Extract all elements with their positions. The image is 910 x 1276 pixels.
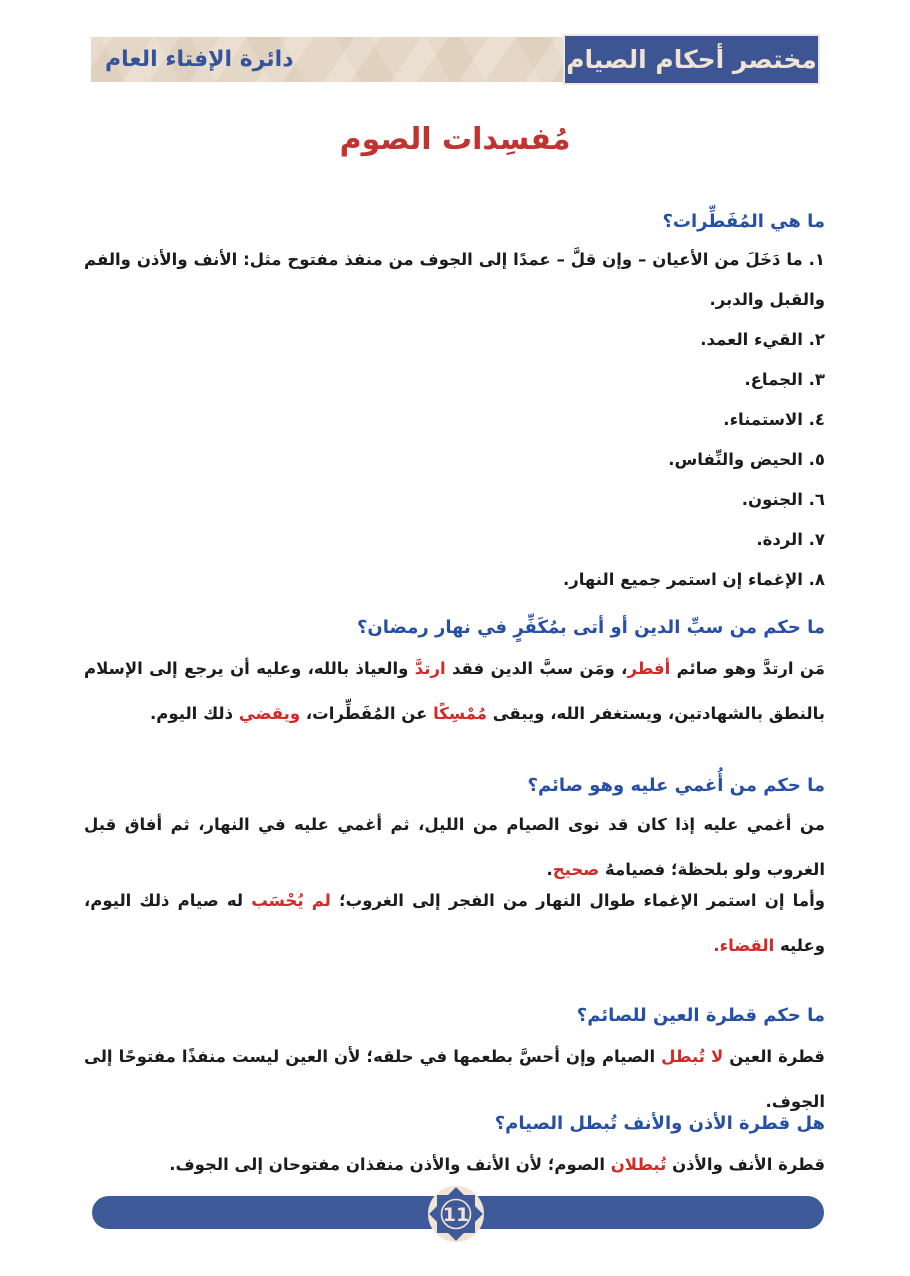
text-run: وأما إن استمر الإغماء طوال النهار من الفجر إلى الغروب؛: [330, 891, 825, 910]
list-item: ٤. الاستمناء.: [723, 410, 825, 429]
text-run: .: [546, 860, 553, 879]
text-run: الصوم؛ لأن الأنف والأذن منفذان مفتوحان إلى الجوف.: [169, 1155, 611, 1174]
department-name: [105, 37, 294, 82]
highlighted-text: ارتدَّ: [414, 659, 446, 678]
highlighted-text: مُمْسِكًا: [433, 704, 487, 723]
text-run: من أغمي عليه إذا كان قد نوى الصيام من الليل، ثم أغمي عليه في النهار، ثم أفاق قبل الغروب ولو بلحظة؛ فصيامهُ: [84, 815, 825, 879]
question-heading-eye-drops: ما حكم قطرة العين للصائم؟: [576, 1005, 825, 1026]
highlighted-text: لا تُبطل: [661, 1047, 724, 1066]
text-run: والعياذ بالله، وعليه أن يرجع إلى الإسلام بالنطق بالشهادتين، ويستغفر الله، ويبقى: [84, 659, 825, 723]
question-heading-kufr-ramadan: ما حكم من سبِّ الدين أو أتى بمُكَفِّرٍ في نهار رمضان؟: [356, 617, 825, 638]
department-name-label: دائرة الإفتاء العام: [105, 47, 294, 72]
page-number-star-icon: [427, 1185, 485, 1243]
highlighted-text: لم يُحْسَب: [251, 891, 331, 910]
booklet-title: مختصر أحكام الصيام: [566, 45, 817, 74]
answer-unconscious-part2: [84, 878, 825, 968]
muftirat-list: [84, 240, 825, 600]
text-run: ، ومَن سبَّ الدين فقد: [445, 659, 628, 678]
text-run: ذلك اليوم.: [150, 704, 239, 723]
list-item: ٦. الجنون.: [741, 490, 825, 509]
list-item: ١. ما دَخَلَ من الأعيان – وإن قلَّ – عمدًا إلى الجوف من منفذ مفتوح مثل: الأنف والأذن والفم والقبل والدبر.: [84, 250, 825, 309]
list-item: ٢. القيء العمد.: [700, 330, 825, 349]
text-run: له صيام ذلك اليوم، وعليه: [84, 891, 825, 955]
page-number: 11: [442, 1204, 470, 1226]
highlighted-text: القضاء.: [713, 936, 775, 955]
list-item: ٥. الحيض والنِّفاس.: [668, 450, 825, 469]
question-heading-ear-nose-drops: هل قطرة الأذن والأنف تُبطل الصيام؟: [494, 1113, 825, 1134]
highlighted-text: تُبطلان: [610, 1155, 667, 1174]
text-run: عن المُفَطِّرات،: [300, 704, 434, 723]
page-number-badge: [427, 1185, 485, 1243]
booklet-title-banner: [563, 34, 820, 85]
highlighted-text: أفطر: [627, 659, 671, 678]
list-item: ٧. الردة.: [756, 530, 825, 549]
page-title: مُفسِدات الصوم: [339, 122, 571, 157]
answer-kufr-ramadan: [84, 646, 825, 736]
text-run: مَن ارتدَّ وهو صائم: [670, 659, 825, 678]
text-run: قطرة العين: [723, 1047, 825, 1066]
header-band: [91, 37, 820, 82]
answer-ear-nose-drops: [84, 1142, 825, 1187]
question-heading-muftirat: ما هي المُفَطِّرات؟: [662, 211, 825, 232]
text-run: قطرة الأنف والأذن: [666, 1155, 825, 1174]
highlighted-text: صحيح: [552, 860, 600, 879]
question-heading-unconscious: ما حكم من أُغمي عليه وهو صائم؟: [527, 775, 825, 796]
highlighted-text: ويقضي: [238, 704, 301, 723]
list-item: ٨. الإغماء إن استمر جميع النهار.: [562, 570, 825, 589]
text-run: الصيام وإن أحسَّ بطعمها في حلقه؛ لأن العين ليست منفذًا مفتوحًا إلى الجوف.: [84, 1047, 825, 1111]
list-item: ٣. الجماع.: [744, 370, 825, 389]
